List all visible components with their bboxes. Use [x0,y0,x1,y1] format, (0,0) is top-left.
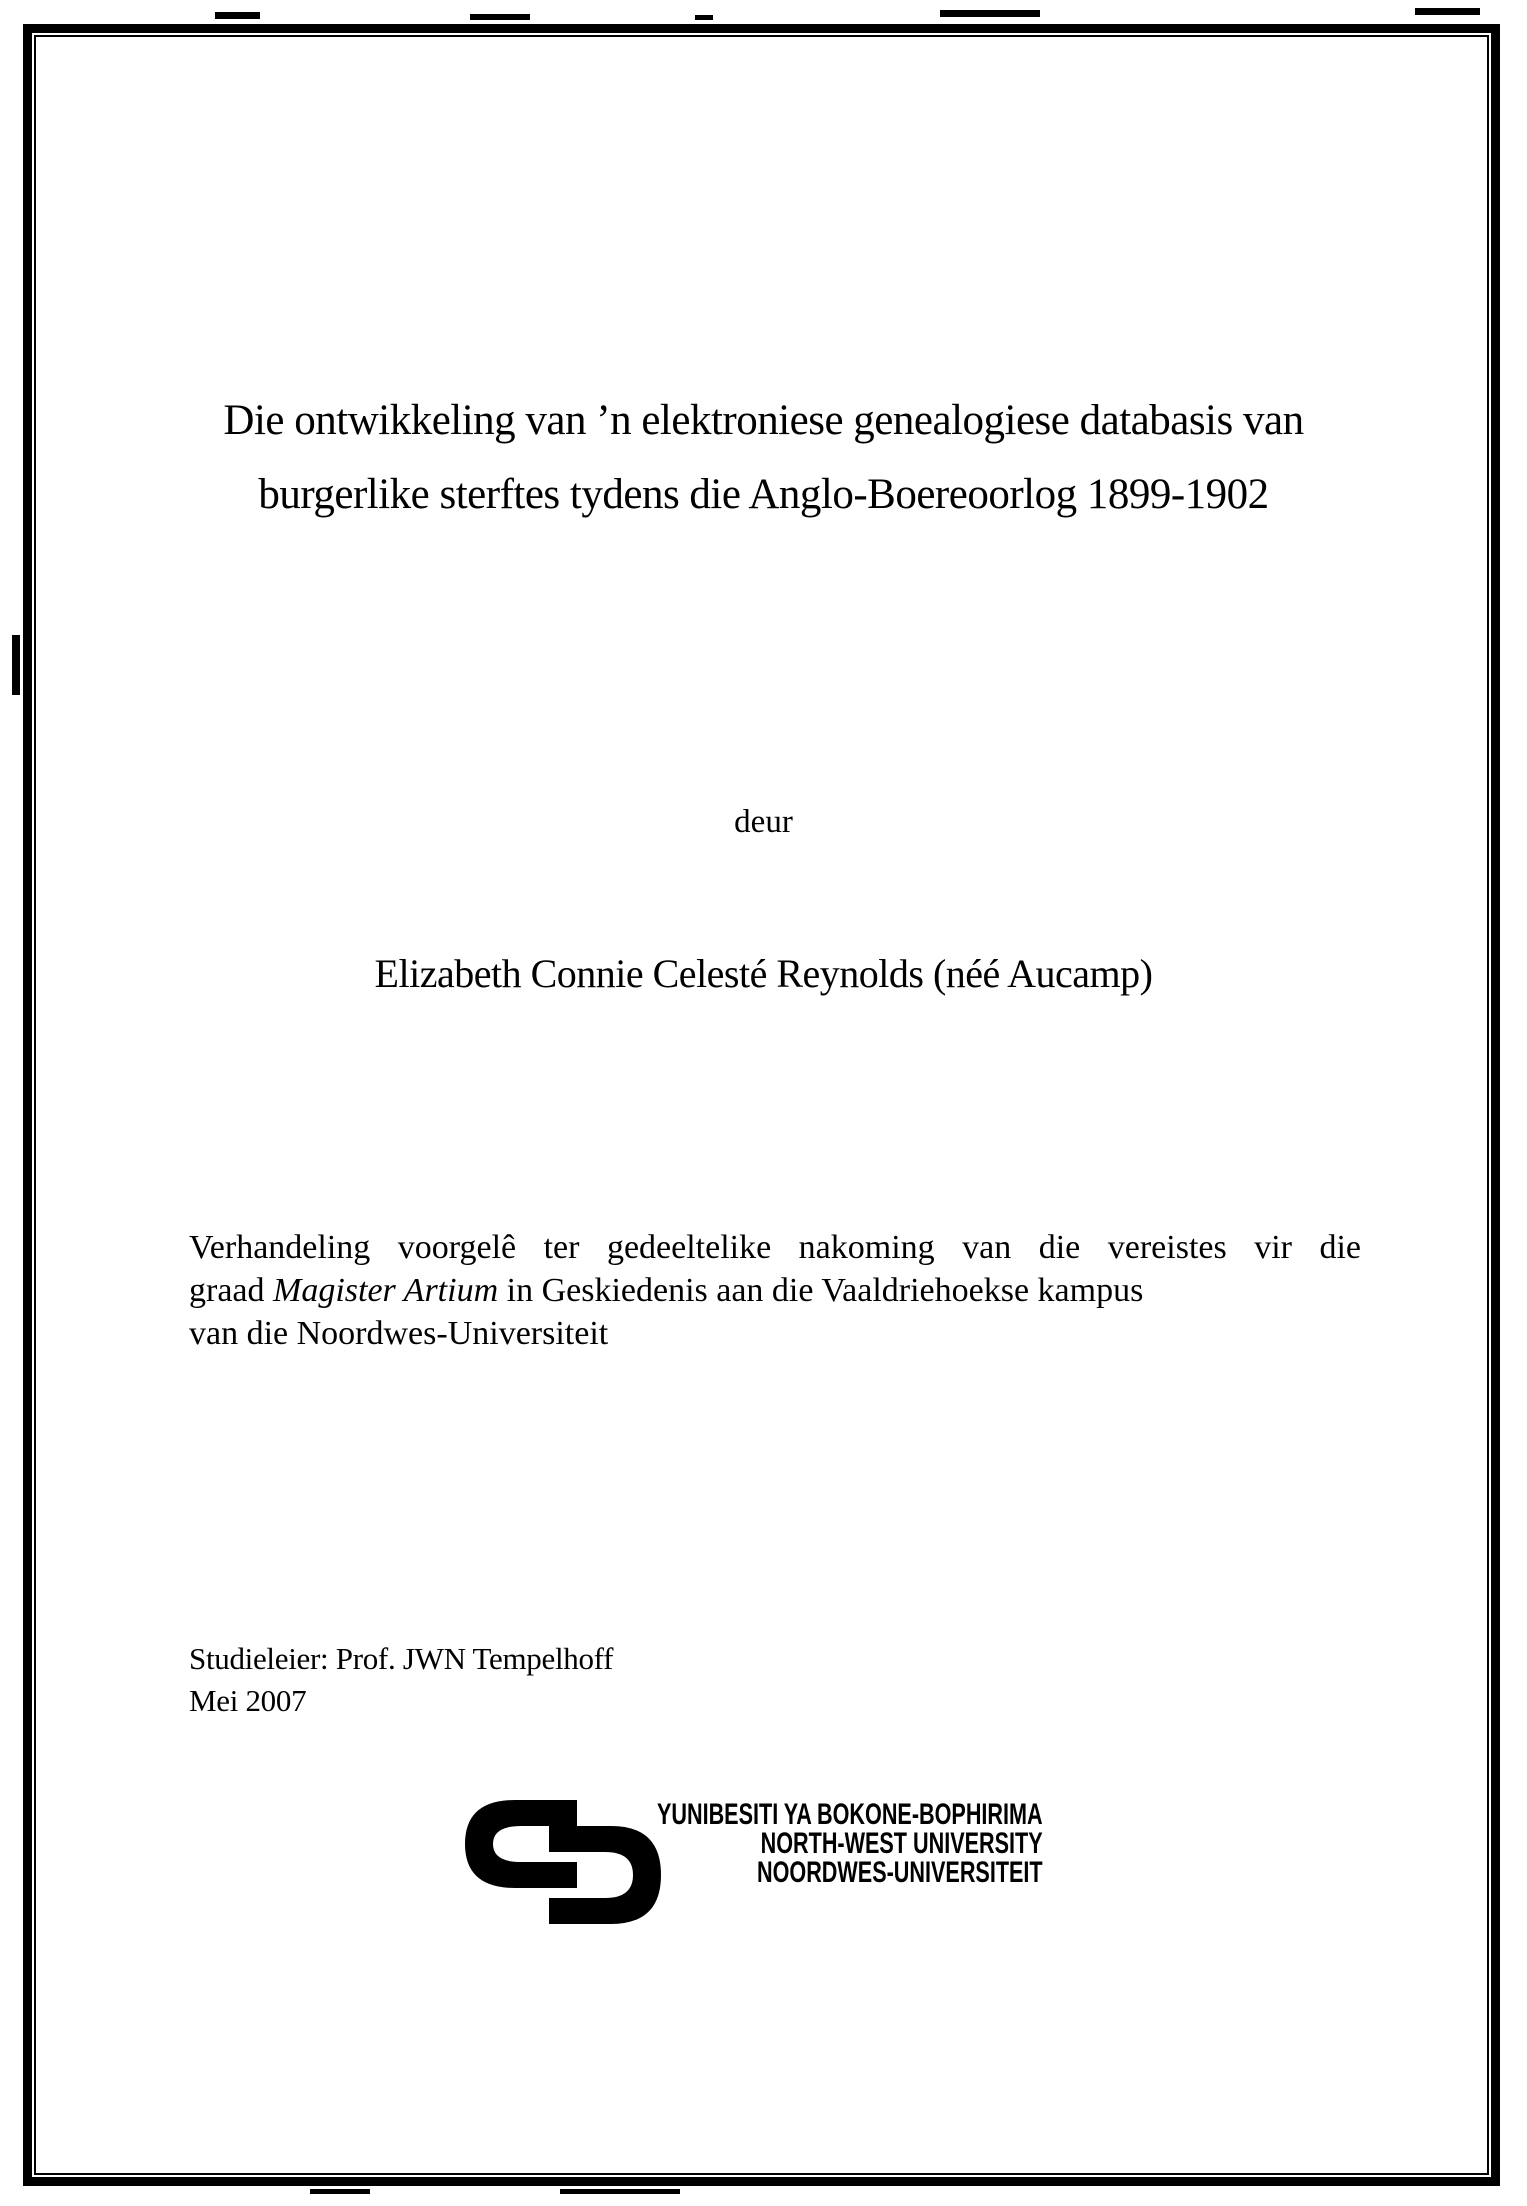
thesis-title-line1: Die ontwikkeling van ’n elektroniese genealogiese databasis van [223,397,1304,444]
degree-name-italic: Magister Artium [273,1272,499,1309]
university-logo-text [657,1800,1043,1887]
degree-statement-line3: van die Noordwes-Universiteit [189,1315,609,1352]
degree-statement-line2-post: in Geskiedenis aan die Vaaldriehoekse kampus [498,1272,1144,1309]
degree-statement-line2 [189,1269,1361,1312]
degree-statement-line1: Verhandeling voorgelê ter gedeeltelike nakoming van die vereistes vir die [189,1229,1361,1266]
scan-noise-mark [1415,8,1480,15]
scan-noise-mark [215,12,260,19]
author-name: Elizabeth Connie Celesté Reynolds (néé Aucamp) [374,951,1153,996]
university-logo-line1: YUNIBESITI YA BOKONE-BOPHIRIMA [657,1798,1043,1831]
supervisor-line: Studieleier: Prof. JWN Tempelhoff [189,1641,614,1676]
thesis-title [110,384,1417,532]
scan-noise-mark [470,14,530,20]
university-logo-line2: NORTH-WEST UNIVERSITY [760,1827,1043,1860]
byline-deur: deur [734,804,793,840]
date-line: Mei 2007 [189,1683,307,1718]
thesis-title-line2: burgerlike sterftes tydens die Anglo-Boereoorlog 1899-1902 [258,471,1269,518]
scan-noise-mark [560,2189,680,2194]
scan-noise-mark [310,2189,370,2194]
nwu-interlocked-links-icon [463,1798,663,1926]
university-logo-line3: NOORDWES-UNIVERSITEIT [757,1856,1043,1889]
supervisor-block [189,1638,613,1722]
scan-noise-mark [940,10,1040,17]
scan-noise-mark [12,635,20,695]
degree-statement-line2-pre: graad [189,1272,274,1309]
degree-statement [189,1226,1361,1355]
scan-noise-mark [695,15,713,20]
